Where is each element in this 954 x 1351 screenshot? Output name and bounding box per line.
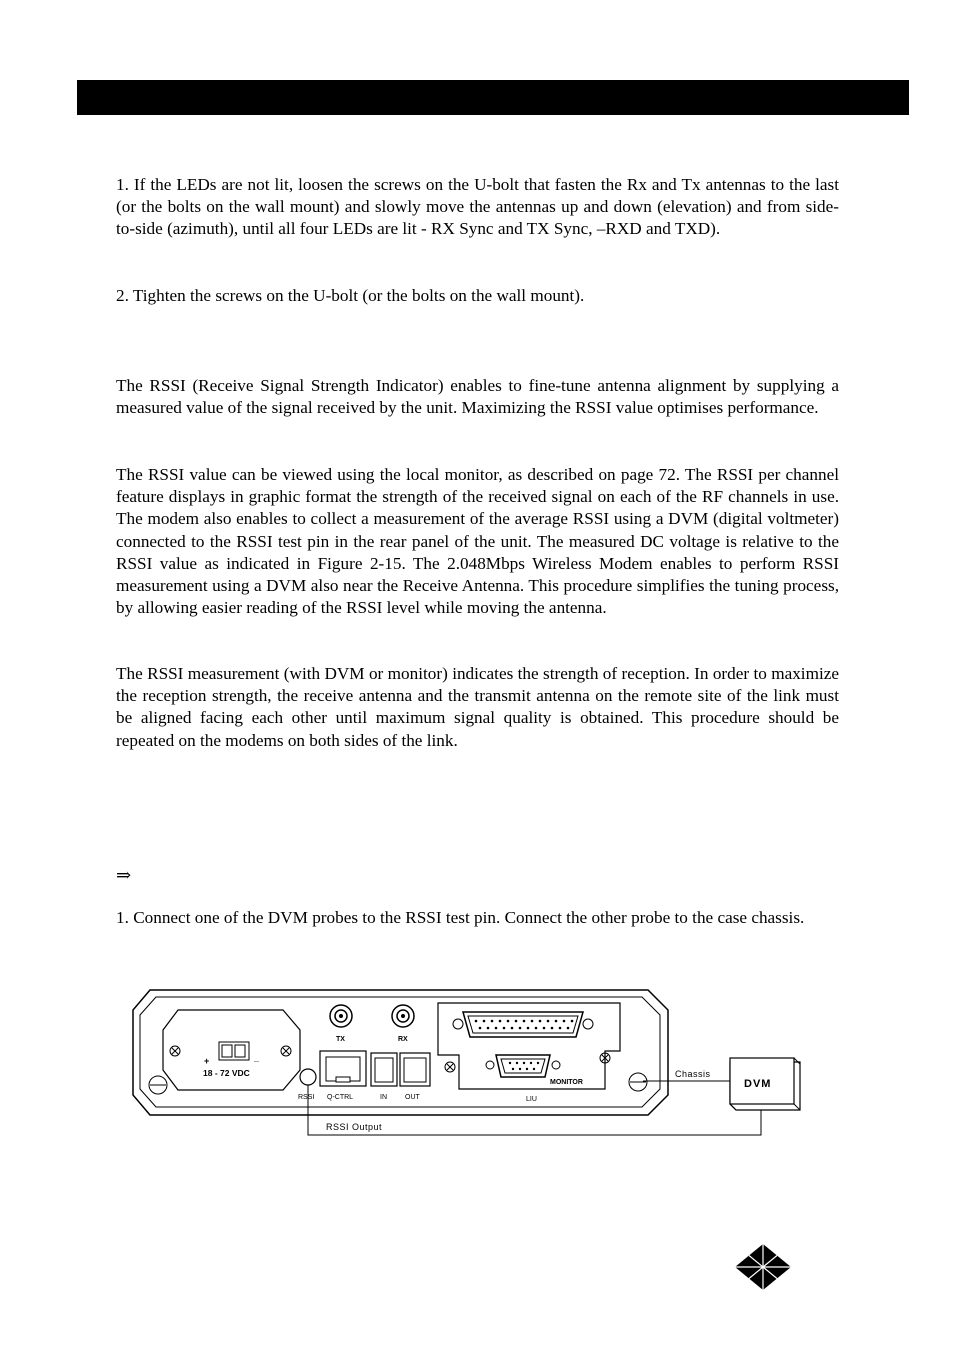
db25-connector [453, 1012, 593, 1037]
rssi-monitor-paragraph: The RSSI value can be viewed using the local monitor, as described on page 72. The RSSI per channel feature displays in graphic format the strength of the received signal on each of the RF channels in use. The modem also enables to collect a measurement of the average RSSI using a DVM (digital voltmeter) connected to the RSSI test pin in the rear panel of the unit. The measured DC voltage is relative to the RSSI value as indicated in Figure 2-15. The 2.048Mbps Wireless Modem enables to perform RSSI measurement using a DVM also near the Receive Antenna. This procedure simplifies the tuning process, by allowing easier reading of the RSSI level while moving the antenna. [116, 465, 839, 618]
dvm-label: DVM [744, 1078, 772, 1090]
rx-label: RX [398, 1036, 408, 1043]
rssi-test-pin [300, 1069, 316, 1085]
rssi-measurement-paragraph: The RSSI measurement (with DVM or monitor) indicates the strength of reception. In order to maximize the reception strength, the receive antenna and the transmit antenna on the remote site of the link must be aligned facing each other until maximum signal quality is obtained. This procedure should be repeated on the modems on both sides of the link. [116, 664, 839, 750]
header-bar [77, 80, 909, 115]
out-jack [400, 1053, 430, 1086]
rssi-connection-diagram [128, 985, 808, 1140]
in-label: IN [380, 1094, 387, 1101]
rx-connector [392, 1005, 414, 1027]
step-2-tighten-screws: 2. Tighten the screws on the U-bolt (or the bolts on the wall mount). [116, 286, 585, 305]
out-label: OUT [405, 1094, 420, 1101]
power-voltage-label: 18 - 72 VDC [203, 1068, 250, 1078]
qctrl-jack [320, 1051, 366, 1086]
rssi-intro-paragraph: The RSSI (Receive Signal Strength Indicator) enables to fine-tune antenna alignment by supplying a measured value of the signal received by the unit. Maximizing the RSSI value optimises performance. [116, 376, 839, 418]
power-minus-label: _ [254, 1053, 260, 1063]
rssi-pin-label: RSSI [298, 1094, 315, 1101]
step-1-connect-dvm: 1. Connect one of the DVM probes to the RSSI test pin. Connect the other probe to the case chassis. [116, 908, 805, 927]
in-jack [371, 1053, 397, 1086]
qctrl-label: Q-CTRL [327, 1094, 354, 1101]
rssi-output-label: RSSI Output [326, 1122, 383, 1132]
chassis-label: Chassis [675, 1069, 711, 1079]
black-box-logo-icon [733, 1242, 793, 1292]
power-plus-label: + [204, 1056, 210, 1066]
tx-label: TX [336, 1036, 345, 1043]
step-1-led-alignment: 1. If the LEDs are not lit, loosen the screws on the U-bolt that fasten the Rx and Tx antennas to the last (or the bolts on the wall mount) and slowly move the antennas up and down (elevation) and from side-to-side (azimuth), until all four LEDs are lit - RX Sync and TX Sync, –RXD and TXD). [116, 175, 839, 239]
liu-label: LIU [526, 1096, 537, 1103]
monitor-label: MONITOR [550, 1079, 583, 1086]
tx-connector [330, 1005, 352, 1027]
arrow-icon: ⇒ [116, 865, 132, 885]
